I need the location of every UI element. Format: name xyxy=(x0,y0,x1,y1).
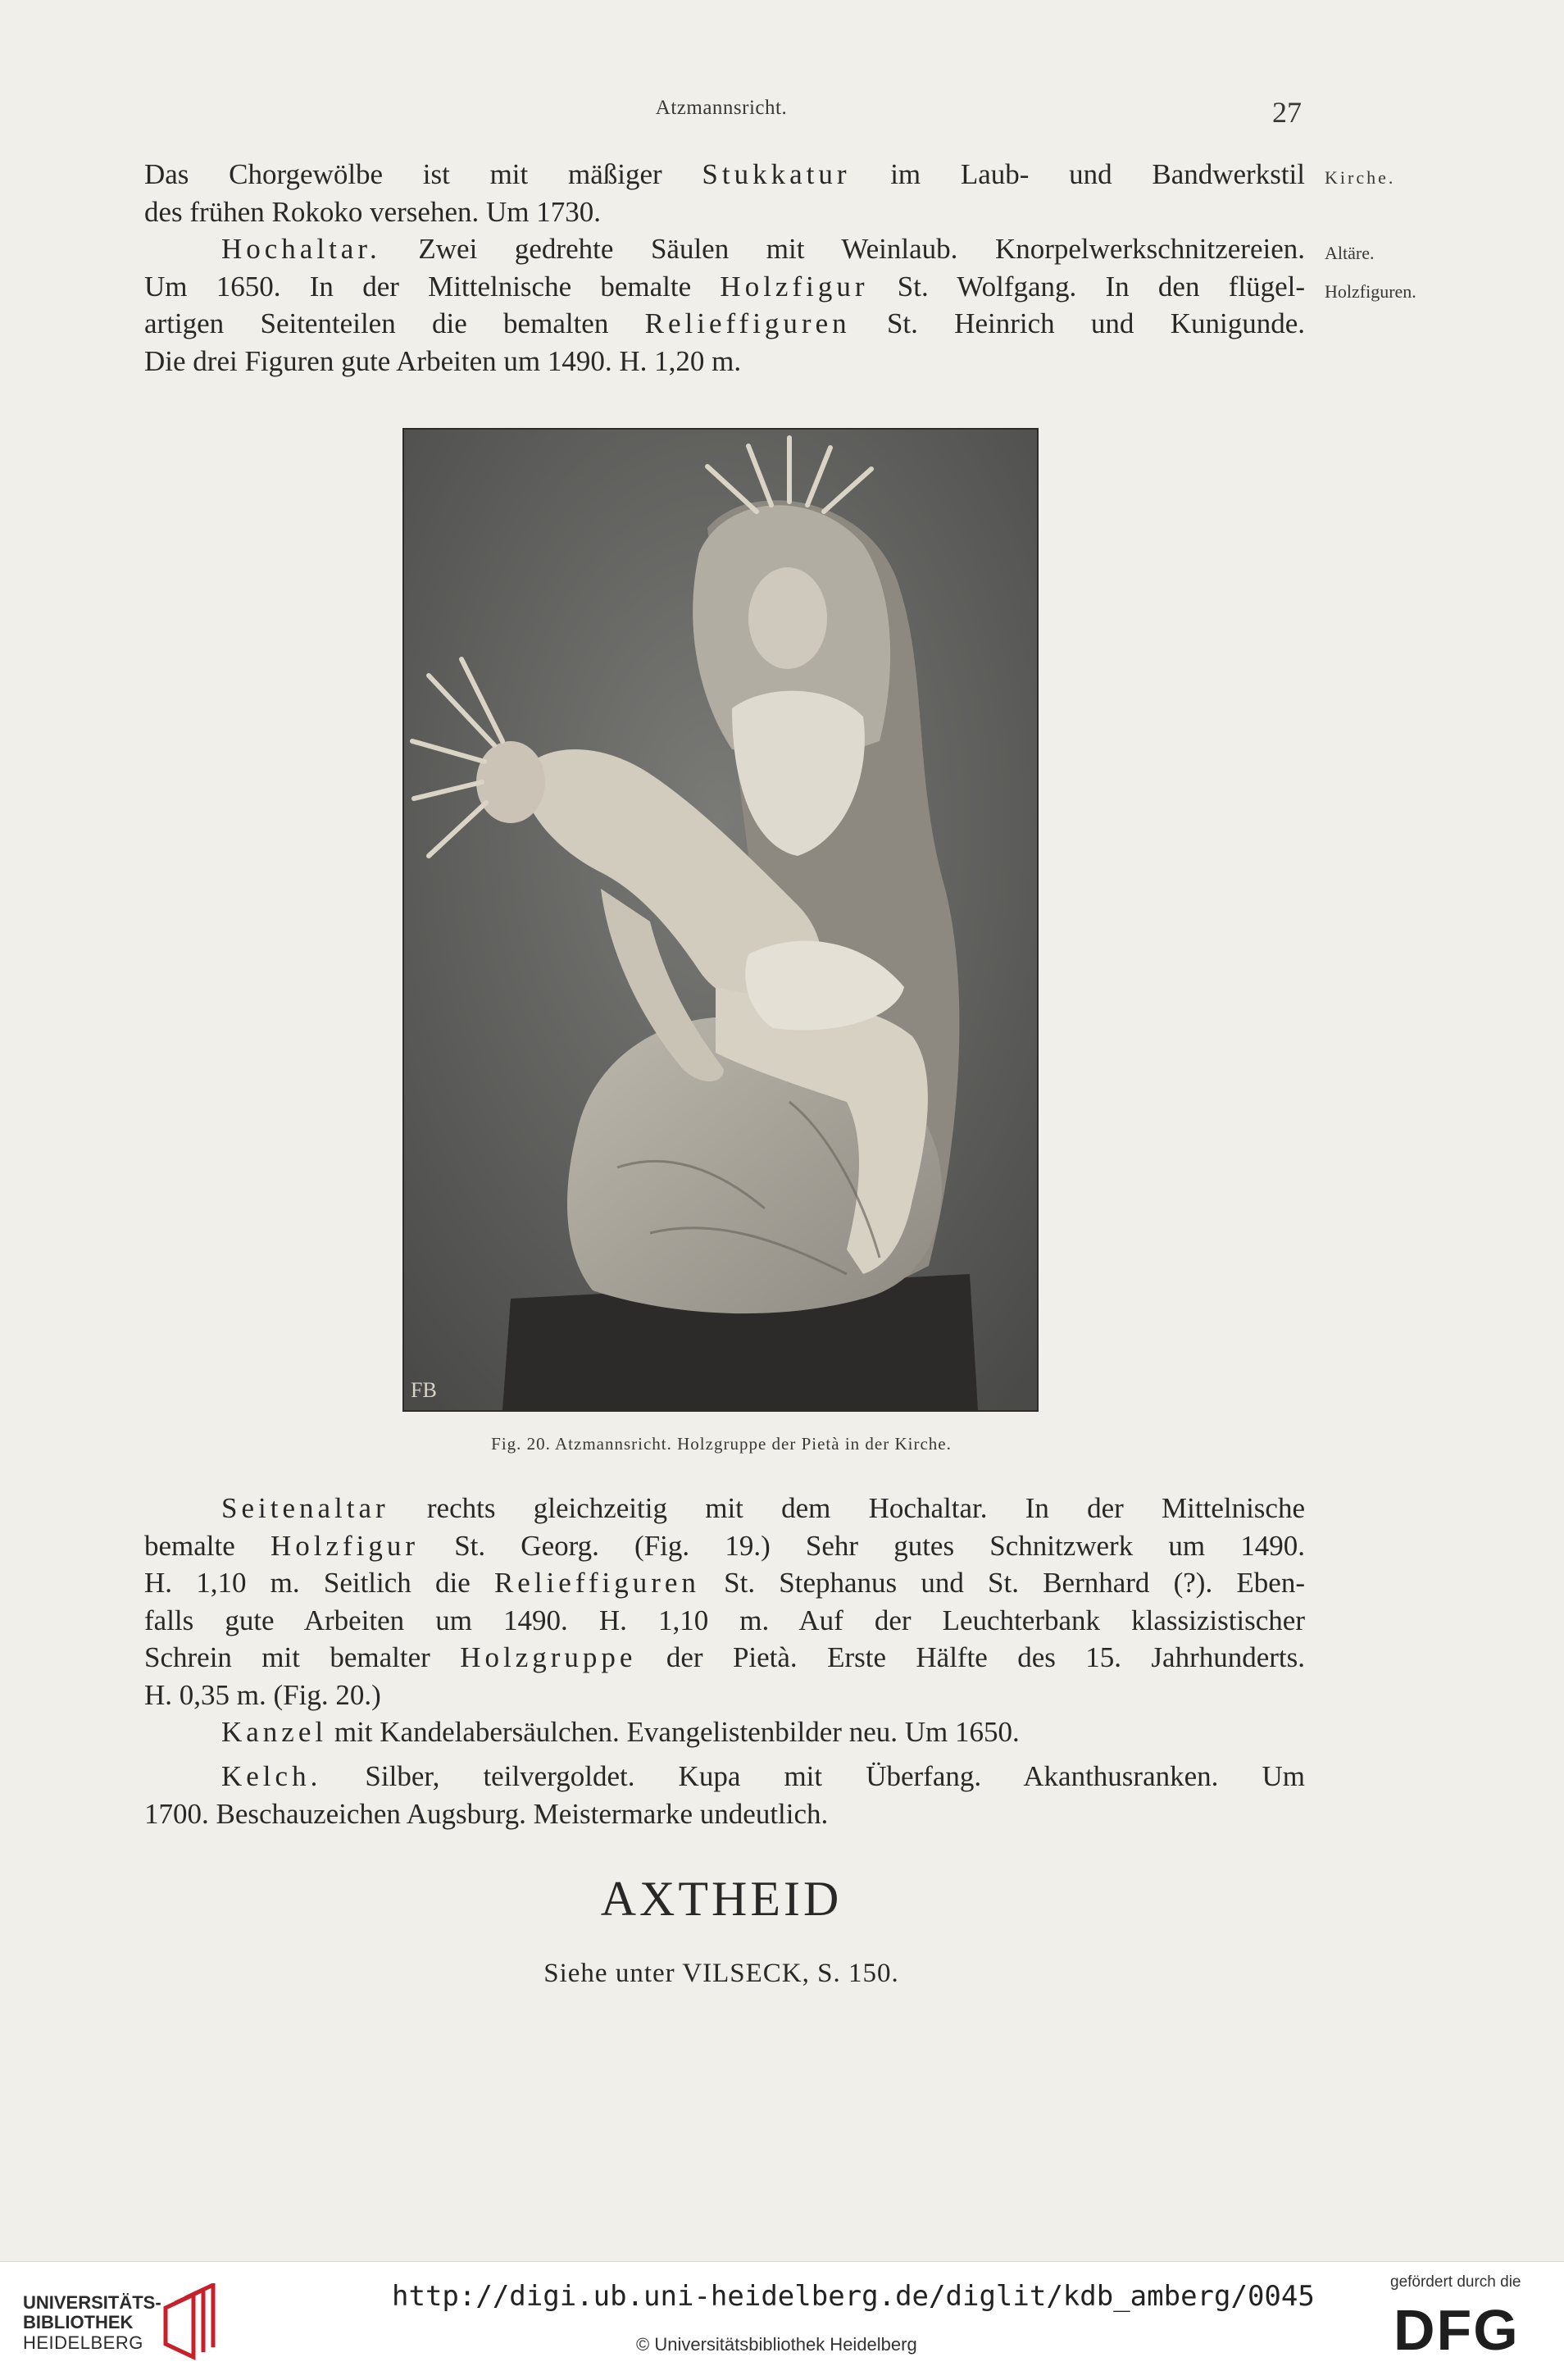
page-number: 27 xyxy=(1272,96,1302,129)
library-logo-text xyxy=(23,2293,161,2354)
figure-caption: Fig. 20. Atzmannsricht. Holzgruppe der Pietà in der Kirche. xyxy=(491,1434,952,1454)
footer-url-link[interactable]: http://digi.ub.uni-heidelberg.de/diglit/kdb_amberg/0045 xyxy=(392,2280,1315,2313)
section-title: AXTHEID xyxy=(600,1872,843,1926)
dfg-logo: DFG xyxy=(1394,2298,1520,2362)
pieta-illustration xyxy=(404,430,1037,1410)
footer-bar xyxy=(0,2261,1564,2380)
running-head: Atzmannsricht. xyxy=(655,97,788,119)
margin-note-holzfiguren: Holzfiguren. xyxy=(1325,281,1416,302)
paragraph-seitenaltar: Seitenaltar rechts gleichzeitig mit dem Hochaltar. In der Mittelnische bemalte Holzfigur St. Georg. (Fig. 19.) Sehr gutes Schnitzwerk um 1490. H. 1,10 m. Seitlich die Relieffiguren St. Stephanus und St. Bernhard (?). Eben- falls gute Arbeiten um 1490. H. 1,10 m. Auf der Leuchterbank klassizistischer Schrein mit bemalter Holzgruppe der Pietà. Erste Hälfte des 15. Jahrhunderts. H. 0,35 m. (Fig. 20.) xyxy=(144,1492,1306,1711)
library-name-line1: UNIVERSITÄTS- xyxy=(23,2292,161,2313)
figure-pieta-photo xyxy=(402,428,1039,1412)
section-reference: Siehe unter VILSECK, S. 150. xyxy=(543,1959,899,1988)
paragraph-hochaltar: Hochaltar. Zwei gedrehte Säulen mit Weinlaub. Knorpelwerkschnitzereien. Um 1650. In der Mittelnische bemalte Holzfigur St. Wolfgang. In den flügel- artigen Seitenteilen die bemalten Relieffiguren St. Heinrich und Kunigunde. Die drei Figuren gute Arbeiten um 1490. H. 1,20 m. xyxy=(144,233,1306,377)
footer-copyright: © Universitätsbibliothek Heidelberg xyxy=(636,2334,917,2355)
library-city: HEIDELBERG xyxy=(23,2332,143,2353)
library-name-line2: BIBLIOTHEK xyxy=(23,2312,134,2332)
paragraph-kelch: Kelch. Silber, teilvergoldet. Kupa mit Überfang. Akanthusranken. Um 1700. Beschauzeichen Augsburg. Meistermarke undeutlich. xyxy=(144,1760,1305,1830)
paragraph-chorgewoelbe: Das Chorgewölbe ist mit mäßiger Stukkatur im Laub- und Bandwerkstil des frühen Rokoko versehen. Um 1730. xyxy=(144,158,1306,228)
library-logo-icon xyxy=(157,2283,218,2369)
margin-note-kirche: Kirche. xyxy=(1325,167,1396,188)
margin-note-altaere: Altäre. xyxy=(1325,243,1375,263)
figure-monogram: FB xyxy=(411,1378,437,1402)
funding-label: gefördert durch die xyxy=(1390,2273,1521,2291)
paragraph-kanzel: Kanzel mit Kandelabersäulchen. Evangelistenbilder neu. Um 1650. xyxy=(221,1716,1020,1748)
